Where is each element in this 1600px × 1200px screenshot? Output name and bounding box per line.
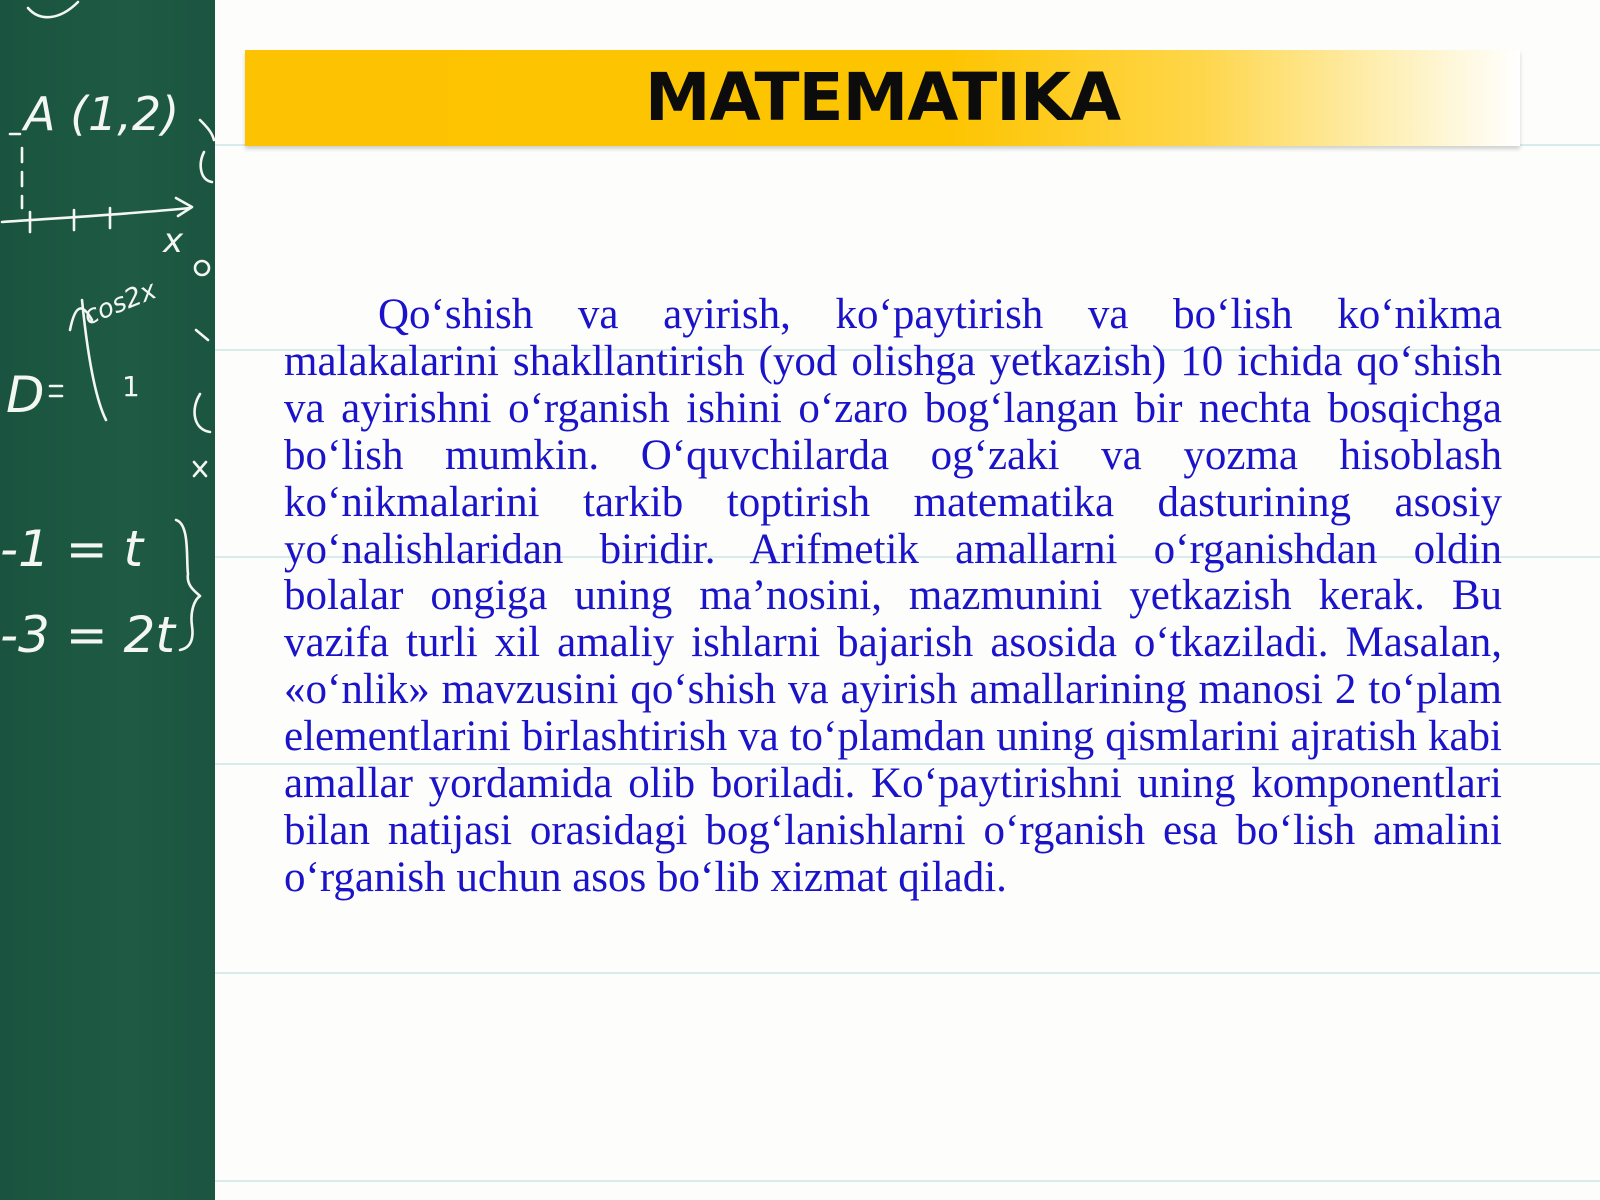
chalk-equation-1: -1 = t — [0, 520, 144, 578]
title-banner — [245, 50, 1520, 146]
ruled-line — [215, 972, 1600, 974]
chalk-edge-glyph — [200, 120, 214, 182]
body-paragraph: Qo‘shish va ayirish, ko‘paytirish va bo‘lish ko‘nikma malakalarini shakllantirish (yod olishga yetkazish) 10 ichida qo‘shish va ayirishni o‘rganish ishini o‘zaro bog‘langan bir nechta bosqichga bo‘lish mumkin. O‘quvchilarda og‘zaki va yozma hisoblash ko‘nikmalarini tarkib toptirish matematika dasturining asosiy yo‘nalishlaridan biridir. Arifmetik amallarni o‘rganishdan oldin bolalar ongiga uning ma’nosini, mazmunini yetkazish kerak. Bu vazifa turli xil amaliy ishlarni bajarish asosida o‘tkaziladi. Masalan, «o‘nlik» mavzusini qo‘shish va ayirish amallarining manosi 2 to‘plam elementlarini birlashtirish va to‘plamdan uning qismlarini ajratish kabi amallar yordamida olib boriladi. Ko‘paytirishni uning komponentlari bilan natijasi orasidagi bog‘lanishlarni o‘rganish esa bo‘lish amalini o‘rganish uchun asos bo‘lib xizmat qiladi. — [284, 291, 1502, 901]
chalk-formula-point: A (1,2) — [24, 87, 180, 141]
chalk-x-label: x — [163, 221, 184, 261]
chalk-formula-cos: cos2x — [79, 275, 161, 332]
chalk-edge-circle — [195, 261, 209, 275]
chalk-equation-2: -3 = 2t — [0, 606, 175, 664]
ruled-line — [215, 1180, 1600, 1182]
chalkboard-decoration — [0, 0, 215, 1200]
chalk-edge-marks — [194, 330, 210, 476]
chalk-equals — [50, 386, 62, 396]
chalk-brace — [176, 520, 200, 650]
chalk-formula-one: 1 — [122, 370, 140, 403]
slide-title: MATEMATIKA — [644, 59, 1121, 136]
chalk-curl — [28, 2, 78, 17]
chalk-formula-d: D — [6, 366, 45, 424]
chalk-formulas-illustration — [0, 0, 215, 1200]
